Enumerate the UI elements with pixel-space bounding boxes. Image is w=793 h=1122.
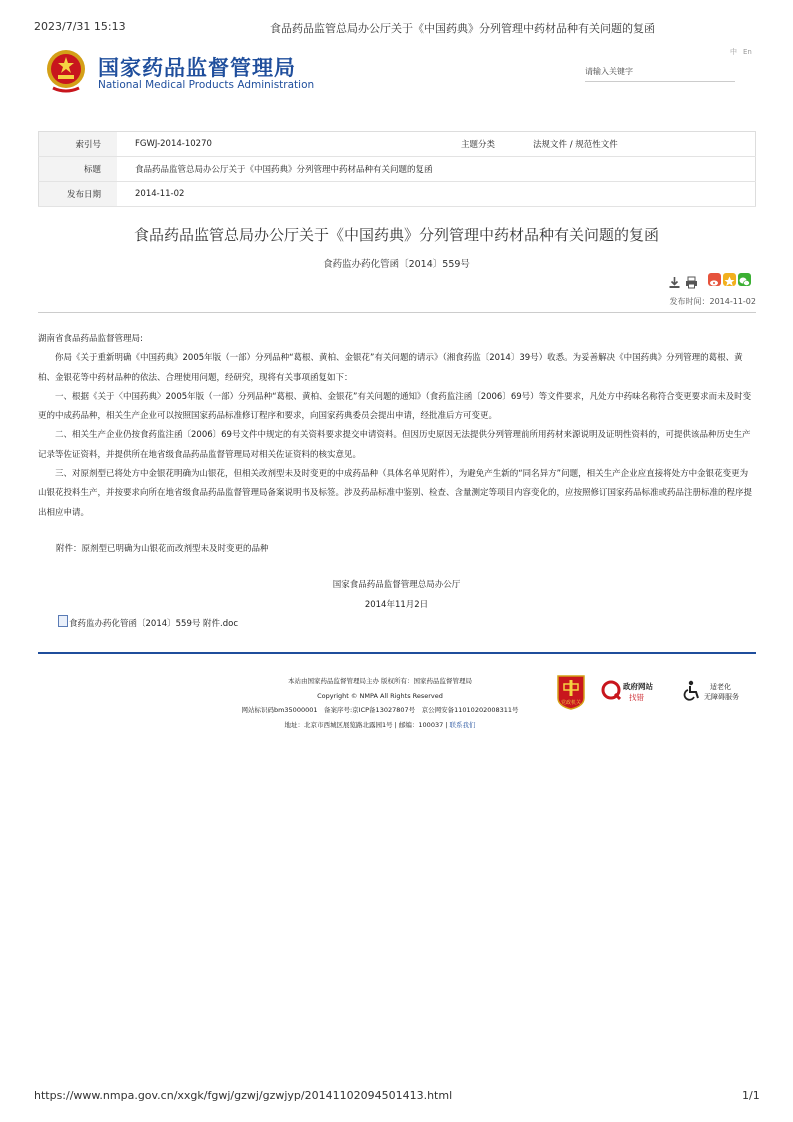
badge-subtitle: 找错 bbox=[629, 693, 644, 702]
attachment-file-name[interactable]: 食药监办药化管函〔2014〕559号 附件.doc bbox=[69, 619, 239, 629]
article-body bbox=[38, 330, 756, 523]
addressee: 湖南省食品药品监督管理局: bbox=[38, 334, 143, 344]
print-page-number: 1/1 bbox=[742, 1089, 760, 1102]
print-page-title: 食品药品监管总局办公厅关于《中国药典》分列管理中药材品种有关问题的复函 bbox=[270, 22, 655, 35]
print-datetime: 2023/7/31 15:13 bbox=[34, 20, 126, 33]
paragraph: 三、对原剂型已将处方中金银花明确为山银花，但相关改剂型未及时变更的中成药品种（具体名单见附件），为避免产生新的“同名异方”问题，相关生产企业应直接将处方中金银花变更为山银花投料生产，并按要求向所在地省级食品药品监督管理局备案说明书及标签。涉及药品标准中鉴别、检查、含量测定等项目内容变化的，应按照修订国家药品标准或药品注册标准的程序提出相应申请。 bbox=[38, 469, 753, 518]
wechat-share-icon[interactable] bbox=[738, 273, 751, 286]
attachment-note: 附件：原剂型已明确为山银花而改剂型未及时变更的品种 bbox=[56, 544, 269, 554]
date-label: 发布日期 bbox=[39, 182, 118, 207]
index-value: FGWJ-2014-10270 bbox=[117, 132, 395, 157]
paragraph: 一、根据《关于〈中国药典〉2005年版（一部）分列品种“葛根、黄柏、金银花”有关问题的通知》（食药监注函〔2006〕69号）等文件要求，凡处方中药味名称符合变更要求而未及时变更的中成药品种，相关生产企业可以按照国家药品标准修订程序和要求，向国家药典委员会提出申请，经批准后方可变更。 bbox=[38, 391, 752, 422]
badge-label: 党政机关 bbox=[560, 700, 581, 706]
national-emblem-icon[interactable] bbox=[45, 48, 87, 94]
search-input[interactable]: 请输入关键字 bbox=[585, 63, 735, 82]
signing-organization: 国家食品药品监督管理总局办公厅 bbox=[332, 580, 461, 590]
document-info-table bbox=[38, 131, 756, 207]
document-file-icon bbox=[58, 615, 68, 627]
badge-title: 政府网站 bbox=[623, 682, 653, 691]
lang-en-link[interactable]: En bbox=[743, 48, 752, 56]
footer-address bbox=[200, 718, 560, 733]
badge-title: 适老化 bbox=[710, 683, 731, 691]
site-logo-subtitle: National Medical Products Administration bbox=[98, 79, 315, 91]
title-value: 食品药品监管总局办公厅关于《中国药典》分列管理中药材品种有关问题的复函 bbox=[117, 157, 756, 182]
footer-info bbox=[200, 674, 560, 732]
footer-sponsor: 本站由国家药品监督管理局主办 版权所有：国家药品监督管理局 bbox=[287, 677, 473, 685]
qzone-share-icon[interactable] bbox=[723, 273, 736, 286]
badge-subtitle: 无障碍服务 bbox=[704, 693, 739, 701]
index-label: 索引号 bbox=[39, 132, 118, 157]
document-number: 食药监办药化管函〔2014〕559号 bbox=[323, 259, 470, 270]
weibo-share-icon[interactable] bbox=[708, 273, 721, 286]
language-switch bbox=[730, 47, 758, 57]
wheelchair-icon bbox=[682, 680, 702, 702]
lang-cn-link[interactable]: 中 bbox=[730, 48, 737, 56]
gov-website-error-report[interactable] bbox=[601, 680, 653, 702]
contact-us-link[interactable]: 联系我们 bbox=[449, 720, 476, 729]
footer-registration: 网站标识码bm35000001 备案序号:京ICP备13027807号 京公网安备11010202008311号 bbox=[241, 706, 519, 714]
party-government-badge[interactable] bbox=[556, 674, 586, 710]
topic-label: 主题分类 bbox=[395, 132, 527, 157]
signing-date: 2014年11月2日 bbox=[364, 600, 429, 610]
print-url: https://www.nmpa.gov.cn/xxgk/fgwj/gzwj/gzwjyp/20141102094501413.html bbox=[34, 1089, 453, 1102]
download-icon[interactable] bbox=[668, 274, 681, 287]
accessibility-service[interactable] bbox=[682, 680, 739, 702]
footer-copyright: Copyright © NMPA All Rights Reserved bbox=[317, 691, 443, 700]
topic-value: 法规文件 / 规范性文件 bbox=[527, 132, 756, 157]
paragraph: 你局《关于重新明确《中国药典》2005年版（一部）分列品种“葛根、黄柏、金银花”有关问题的请示》（湘食药监〔2014〕39号）收悉。为妥善解决《中国药典》分列管理的葛根、黄柏、金银花等中药材品种的依法、合理使用问题，经研究，现将有关事项函复如下： bbox=[38, 353, 743, 383]
site-logo-title[interactable]: 国家药品监督管理局 bbox=[98, 56, 296, 80]
title-label: 标题 bbox=[39, 157, 118, 182]
article-title: 食品药品监管总局办公厅关于《中国药典》分列管理中药材品种有关问题的复函 bbox=[133, 226, 659, 244]
footer-divider bbox=[38, 652, 756, 654]
error-report-icon bbox=[601, 680, 621, 700]
paragraph: 二、相关生产企业仍按食药监注函〔2006〕69号文件中规定的有关资料要求提交申请资料。但因历史原因无法提供分列管理前所用药材来源说明及证明性资料的，可提供该品种历史生产记录等佐证资料，并提供所在地省级食品药品监督管理局对相关佐证资料的核实意见。 bbox=[38, 430, 751, 460]
attachment-file-link[interactable] bbox=[58, 615, 238, 629]
footer-address-text: 地址：北京市西城区展览路北露园1号 | 邮编：100037 | bbox=[284, 720, 450, 729]
date-value: 2014-11-02 bbox=[117, 182, 756, 207]
divider bbox=[38, 312, 756, 313]
publish-time: 发布时间：2014-11-02 bbox=[669, 297, 756, 306]
print-icon[interactable] bbox=[685, 274, 698, 287]
